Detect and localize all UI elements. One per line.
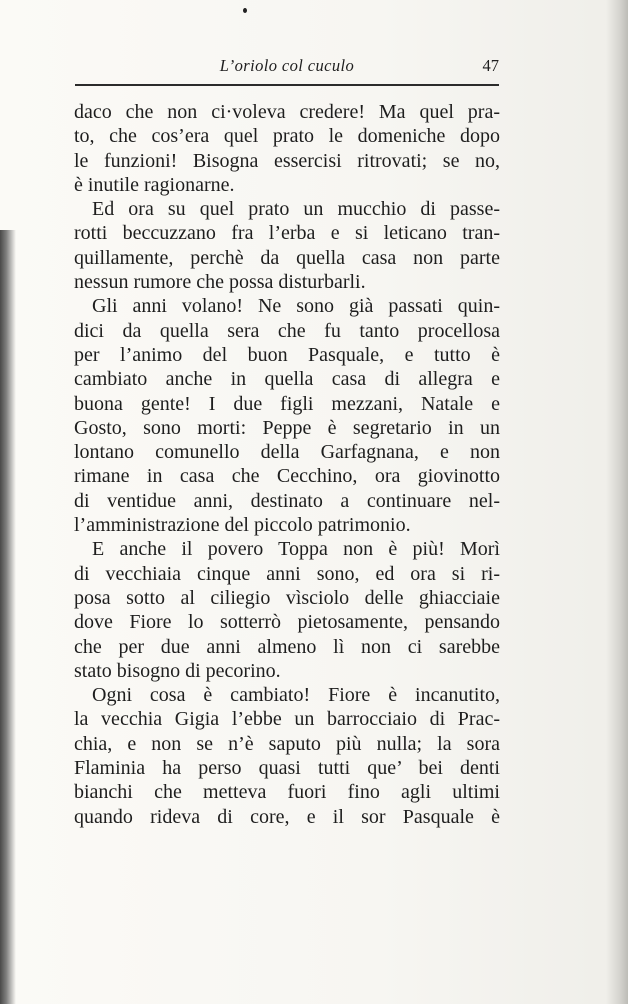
text-line: per l’animo del buon Pasquale, e tutto è	[74, 343, 500, 366]
text-line: daco che non ci·voleva credere! Ma quel pra-	[74, 101, 500, 123]
text-line: nessun rumore che possa disturbarli.	[74, 271, 366, 294]
text-line: posa sotto al ciliegio vìsciolo delle ghiacciaie	[74, 586, 500, 609]
running-head	[75, 54, 499, 82]
page-number: 47	[482, 56, 499, 75]
text-line: stato bisogno di pecorino.	[74, 659, 281, 682]
text-line: bianchi che metteva fuori fino agli ultimi	[74, 781, 500, 804]
text-line: to, che cos’era quel prato le domeniche dopo	[74, 125, 500, 148]
text-line: buona gente! I due figli mezzani, Natale e	[74, 392, 500, 415]
text-line: dove Fiore lo sotterrò pietosamente, pensando	[74, 611, 500, 634]
text-line: la vecchia Gigia l’ebbe un barrocciaio di Prac-	[74, 708, 500, 731]
text-line: lontano comunello della Garfagnana, e non	[74, 441, 500, 464]
text-line: è inutile ragionarne.	[74, 173, 235, 196]
ink-speck	[243, 8, 247, 13]
text-line: rotti beccuzzano fra l’erba e si leticano tran-	[74, 222, 500, 245]
text-line: Gli anni volano! Ne sono già passati quin-	[92, 295, 500, 318]
text-line: rimane in casa che Cecchino, ora giovinotto	[74, 465, 500, 488]
header-rule	[75, 84, 499, 86]
text-line: chia, e non se n’è saputo più nulla; la sora	[74, 732, 500, 755]
text-line: le funzioni! Bisogna essercisi ritrovati; se no,	[74, 149, 500, 172]
text-line: Ed ora su quel prato un mucchio di passe-	[92, 198, 500, 221]
text-line: di vecchiaia cinque anni sono, ed ora si ri-	[74, 562, 500, 585]
page-right-shadow	[606, 0, 628, 1004]
text-line: cambiato anche in quella casa di allegra e	[74, 368, 500, 391]
text-line: l’amministrazione del piccolo patrimonio.	[74, 514, 411, 537]
text-line: quando rideva di core, e il sor Pasquale è	[74, 805, 500, 828]
body-text	[74, 100, 500, 829]
text-line: Flaminia ha perso quasi tutti que’ bei denti	[74, 757, 500, 780]
text-line: Ogni cosa è cambiato! Fiore è incanutito,	[92, 684, 500, 707]
text-line: dici da quella sera che fu tanto procellosa	[74, 319, 500, 342]
text-line: Gosto, sono morti: Peppe è segretario in un	[74, 416, 500, 439]
running-title: L’oriolo col cuculo	[219, 56, 355, 75]
text-line: di ventidue anni, destinato a continuare nel-	[74, 489, 500, 512]
page-left-shadow	[0, 230, 16, 1004]
text-line: E anche il povero Toppa non è più! Morì	[92, 538, 500, 561]
text-line: che per due anni almeno lì non ci sarebbe	[74, 635, 500, 658]
text-line: quillamente, perchè da quella casa non parte	[74, 246, 500, 269]
